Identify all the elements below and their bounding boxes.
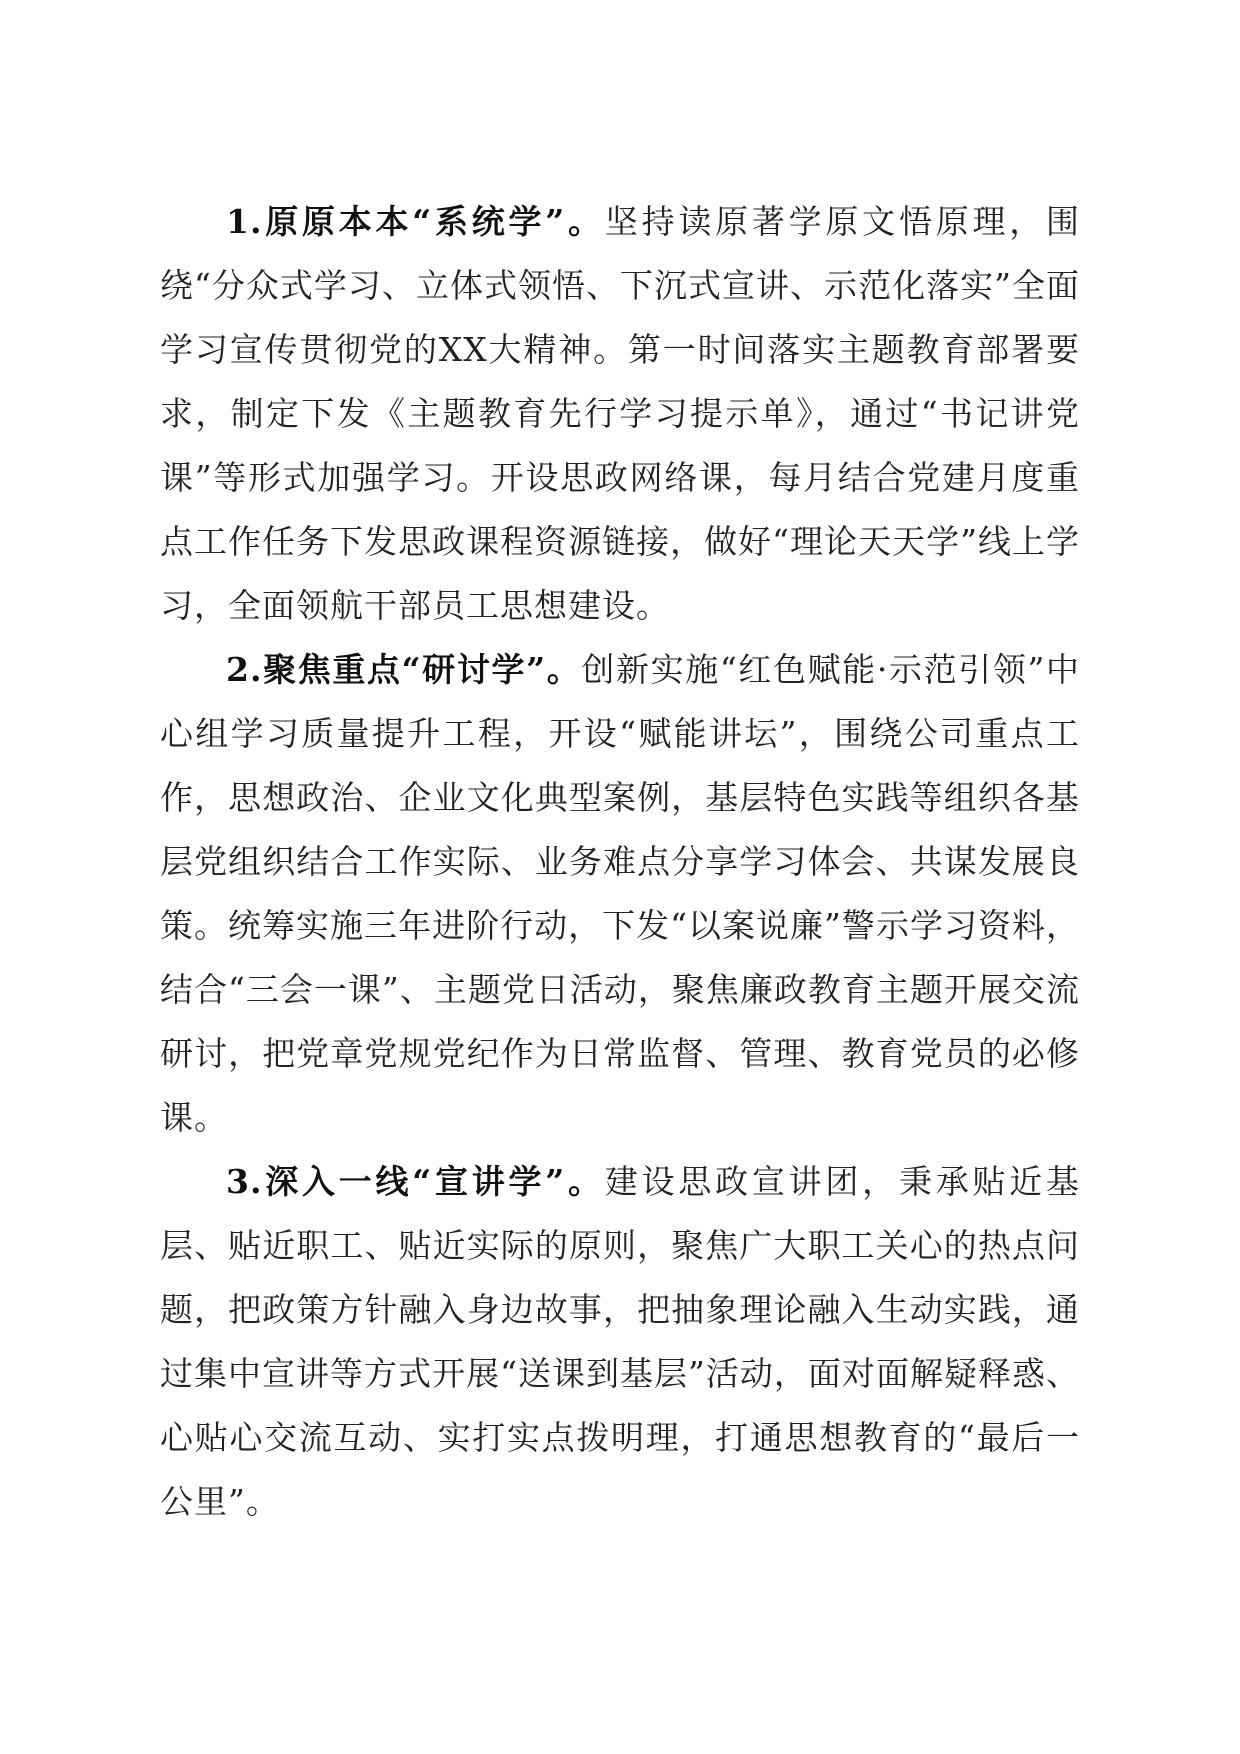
paragraph-lecture-study xyxy=(160,1150,1080,1534)
paragraph-heading: 2.聚焦重点“研讨学”。 xyxy=(226,650,582,689)
paragraph-text: 创新实施“红色赋能·示范引领”中心组学习质量提升工程，开设“赋能讲坛”，围绕公司重点工作，思想政治、企业文化典型案例，基层特色实践等组织各基层党组织结合工作实际、业务难点分享学习体会、共谋发展良策。统筹实施三年进阶行动，下发“以案说廉”警示学习资料，结合“三会一课”、主题党日活动，聚焦廉政教育主题开展交流研讨，把党章党规党纪作为日常监督、管理、教育党员的必修课。 xyxy=(160,650,1080,1137)
paragraph-system-study xyxy=(160,190,1080,638)
paragraph-text: 坚持读原著学原文悟原理，围绕“分众式学习、立体式领悟、下沉式宣讲、示范化落实”全面学习宣传贯彻党的XX大精神。第一时间落实主题教育部署要求，制定下发《主题教育先行学习提示单》，通过“书记讲党课”等形式加强学习。开设思政网络课，每月结合党建月度重点工作任务下发思政课程资源链接，做好“理论天天学”线上学习，全面领航干部员工思想建设。 xyxy=(160,202,1080,625)
paragraph-heading: 1.原原本本“系统学”。 xyxy=(226,202,605,241)
paragraph-heading: 3.深入一线“宣讲学”。 xyxy=(226,1162,605,1201)
paragraph-text: 建设思政宣讲团，秉承贴近基层、贴近职工、贴近实际的原则，聚焦广大职工关心的热点问题，把政策方针融入身边故事，把抽象理论融入生动实践，通过集中宣讲等方式开展“送课到基层”活动，面对面解疑释惑、心贴心交流互动、实打实点拨明理，打通思想教育的“最后一公里”。 xyxy=(160,1162,1080,1521)
paragraph-seminar-study xyxy=(160,638,1080,1150)
document-body xyxy=(160,190,1080,1534)
